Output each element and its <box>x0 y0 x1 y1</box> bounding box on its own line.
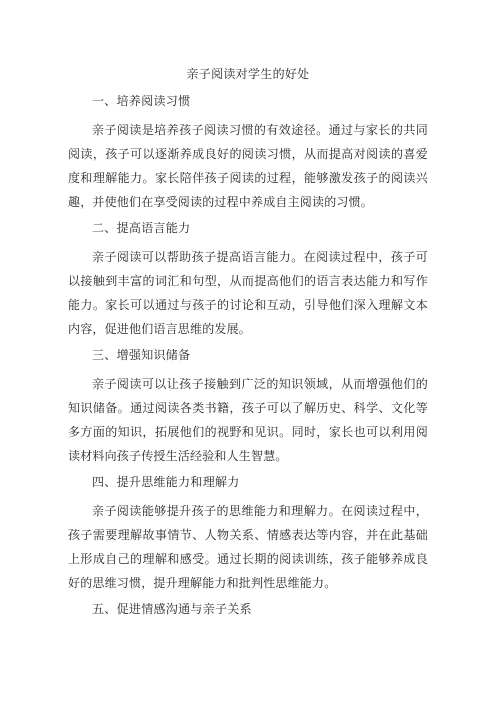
section-heading: 一、培养阅读习惯 <box>92 94 191 108</box>
section-heading: 二、提高语言能力 <box>92 221 191 235</box>
section-paragraph: 亲子阅读可以让孩子接触到广泛的知识领域，从而增强他们的知识储备。通过阅读各类书籍，孩子可以了解历史、科学、文化等多方面的知识，拓展他们的视野和见识。同时，家长也可以利用阅读材料向孩子传授生活经验和人生智慧。 <box>68 377 428 463</box>
section-1 <box>68 93 428 214</box>
section-paragraph: 亲子阅读是培养孩子阅读习惯的有效途径。通过与家长的共同阅读，孩子可以逐渐养成良好的阅读习惯，从而提高对阅读的喜爱度和理解能力。家长陪伴孩子阅读的过程，能够激发孩子的阅读兴趣，并使他们在享受阅读的过程中养成自主阅读的习惯。 <box>68 123 428 209</box>
section-paragraph: 亲子阅读能够提升孩子的思维能力和理解力。在阅读过程中，孩子需要理解故事情节、人物关系、情感表达等内容，并在此基础上形成自己的理解和感受。通过长期的阅读训练，孩子能够养成良好的思维习惯，提升理解能力和批判性思维能力。 <box>68 504 428 590</box>
section-3 <box>68 347 428 468</box>
section-heading: 五、促进情感沟通与亲子关系 <box>92 602 252 616</box>
section-heading: 三、增强知识储备 <box>92 348 191 362</box>
section-4 <box>68 474 428 595</box>
section-2 <box>68 220 428 341</box>
document-title: 亲子阅读对学生的好处 <box>186 67 310 81</box>
section-paragraph: 亲子阅读可以帮助孩子提高语言能力。在阅读过程中，孩子可以接触到丰富的词汇和句型，从而提高他们的语言表达能力和写作能力。家长可以通过与孩子的讨论和互动，引导他们深入理解文本内容，促进他们语言思维的发展。 <box>68 250 428 336</box>
section-5 <box>68 601 428 617</box>
section-heading: 四、提升思维能力和理解力 <box>92 475 240 489</box>
